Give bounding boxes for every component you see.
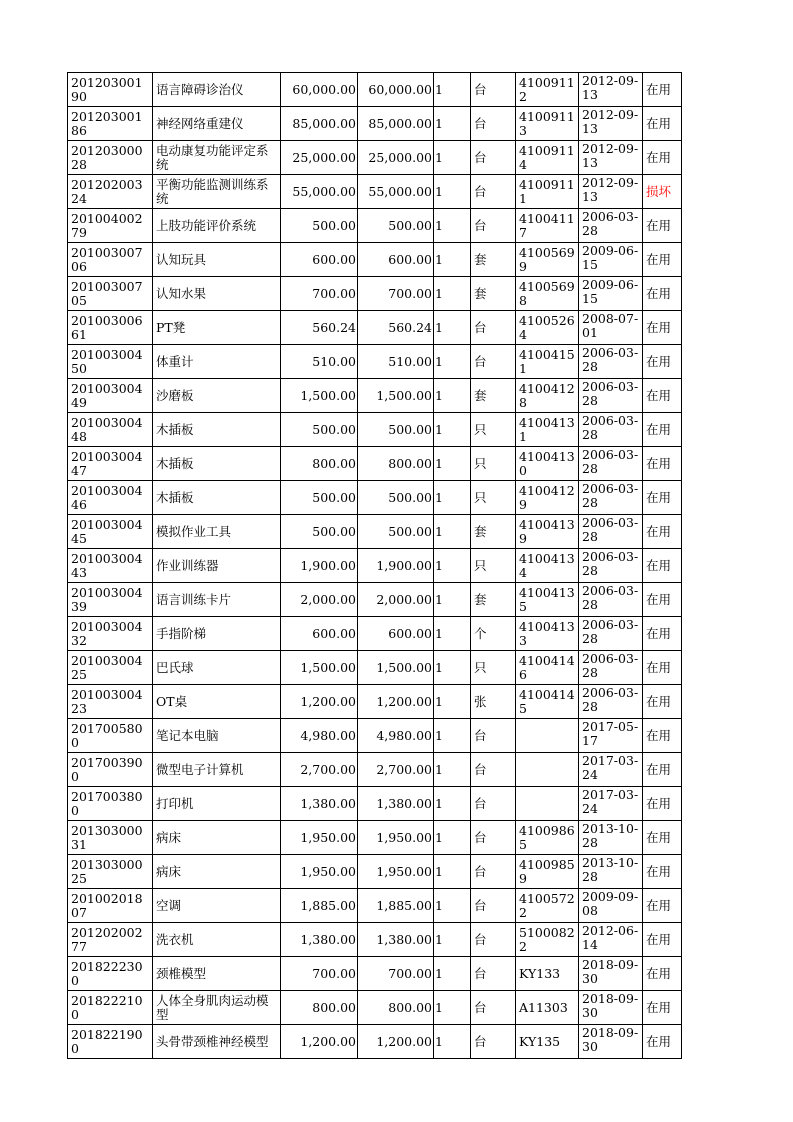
unit-price-cell: 1,900.00 [281,549,358,583]
quantity-cell: 1 [434,889,471,923]
table-row [68,413,682,447]
asset-name-cell: 病床 [153,821,281,855]
table-row [68,141,682,175]
status-cell: 在用 [643,583,682,617]
unit-price-cell: 1,500.00 [281,379,358,413]
purchase-date-cell: 2006-03-28 [579,651,643,685]
status-cell: 在用 [643,141,682,175]
asset-name-cell: 作业训练器 [153,549,281,583]
asset-name-cell: 平衡功能监测训练系统 [153,175,281,209]
asset-id-cell: 20130300031 [68,821,153,855]
asset-name-cell: PT凳 [153,311,281,345]
asset-name-cell: 模拟作业工具 [153,515,281,549]
purchase-date-cell: 2017-03-24 [579,787,643,821]
table-row [68,515,682,549]
quantity-cell: 1 [434,719,471,753]
table-row [68,753,682,787]
unit-cell: 只 [471,447,516,481]
table-row [68,73,682,107]
amount-cell: 2,700.00 [358,753,434,787]
quantity-cell: 1 [434,209,471,243]
amount-cell: 500.00 [358,413,434,447]
amount-cell: 1,380.00 [358,787,434,821]
amount-cell: 1,500.00 [358,379,434,413]
table-row [68,617,682,651]
asset-table [67,72,682,1059]
purchase-date-cell: 2006-03-28 [579,345,643,379]
asset-code-cell: 41005264 [516,311,579,345]
unit-price-cell: 55,000.00 [281,175,358,209]
asset-id-cell: 20120300028 [68,141,153,175]
quantity-cell: 1 [434,481,471,515]
asset-code-cell: 41004139 [516,515,579,549]
asset-code-cell [516,753,579,787]
asset-code-cell: 41005698 [516,277,579,311]
unit-cell: 只 [471,651,516,685]
quantity-cell: 1 [434,787,471,821]
purchase-date-cell: 2018-09-30 [579,991,643,1025]
asset-id-cell: 20100201807 [68,889,153,923]
quantity-cell: 1 [434,821,471,855]
asset-id-cell: 20100300425 [68,651,153,685]
unit-cell: 台 [471,719,516,753]
amount-cell: 800.00 [358,447,434,481]
unit-cell: 台 [471,923,516,957]
unit-price-cell: 800.00 [281,991,358,1025]
purchase-date-cell: 2009-09-08 [579,889,643,923]
status-cell: 在用 [643,617,682,651]
asset-name-cell: 病床 [153,855,281,889]
asset-id-cell: 20100300439 [68,583,153,617]
table-row [68,277,682,311]
quantity-cell: 1 [434,141,471,175]
asset-name-cell: 语言训练卡片 [153,583,281,617]
table-row [68,889,682,923]
asset-name-cell: 木插板 [153,413,281,447]
table-row [68,311,682,345]
asset-name-cell: 体重计 [153,345,281,379]
asset-id-cell: 20100300446 [68,481,153,515]
amount-cell: 4,980.00 [358,719,434,753]
amount-cell: 1,200.00 [358,685,434,719]
unit-price-cell: 700.00 [281,957,358,991]
asset-id-cell: 2017003800 [68,787,153,821]
unit-price-cell: 1,885.00 [281,889,358,923]
unit-cell: 台 [471,73,516,107]
table-row [68,175,682,209]
asset-code-cell: 41004134 [516,549,579,583]
status-cell: 在用 [643,685,682,719]
quantity-cell: 1 [434,923,471,957]
status-cell: 在用 [643,787,682,821]
asset-id-cell: 20100300450 [68,345,153,379]
purchase-date-cell: 2012-09-13 [579,73,643,107]
amount-cell: 600.00 [358,243,434,277]
unit-cell: 台 [471,855,516,889]
amount-cell: 1,900.00 [358,549,434,583]
quantity-cell: 1 [434,243,471,277]
purchase-date-cell: 2012-09-13 [579,107,643,141]
asset-name-cell: 木插板 [153,447,281,481]
asset-code-cell: 41009111 [516,175,579,209]
unit-price-cell: 1,200.00 [281,1025,358,1059]
asset-code-cell: 51000822 [516,923,579,957]
asset-code-cell: 41005699 [516,243,579,277]
unit-price-cell: 560.24 [281,311,358,345]
unit-cell: 只 [471,481,516,515]
quantity-cell: 1 [434,685,471,719]
asset-code-cell: 41004135 [516,583,579,617]
unit-price-cell: 1,500.00 [281,651,358,685]
asset-code-cell: 41009865 [516,821,579,855]
unit-cell: 台 [471,141,516,175]
purchase-date-cell: 2006-03-28 [579,549,643,583]
purchase-date-cell: 2006-03-28 [579,413,643,447]
asset-name-cell: 微型电子计算机 [153,753,281,787]
asset-name-cell: 手指阶梯 [153,617,281,651]
quantity-cell: 1 [434,855,471,889]
purchase-date-cell: 2012-09-13 [579,141,643,175]
quantity-cell: 1 [434,651,471,685]
asset-id-cell: 20100300445 [68,515,153,549]
status-cell: 在用 [643,515,682,549]
unit-cell: 只 [471,549,516,583]
quantity-cell: 1 [434,617,471,651]
asset-code-cell: 41009112 [516,73,579,107]
purchase-date-cell: 2013-10-28 [579,855,643,889]
asset-id-cell: 20120300190 [68,73,153,107]
table-row [68,243,682,277]
asset-name-cell: 颈椎模型 [153,957,281,991]
unit-price-cell: 2,000.00 [281,583,358,617]
unit-cell: 台 [471,345,516,379]
asset-name-cell: 上肢功能评价系统 [153,209,281,243]
asset-code-cell: 41004130 [516,447,579,481]
quantity-cell: 1 [434,413,471,447]
purchase-date-cell: 2006-03-28 [579,685,643,719]
asset-code-cell: 41009113 [516,107,579,141]
purchase-date-cell: 2018-09-30 [579,957,643,991]
status-cell: 损坏 [643,175,682,209]
status-cell: 在用 [643,821,682,855]
purchase-date-cell: 2006-03-28 [579,209,643,243]
status-cell: 在用 [643,379,682,413]
amount-cell: 2,000.00 [358,583,434,617]
unit-price-cell: 2,700.00 [281,753,358,787]
status-cell: 在用 [643,311,682,345]
asset-id-cell: 20120200277 [68,923,153,957]
unit-cell: 套 [471,243,516,277]
asset-id-cell: 2018222300 [68,957,153,991]
asset-name-cell: 认知水果 [153,277,281,311]
purchase-date-cell: 2006-03-28 [579,481,643,515]
table-row [68,583,682,617]
quantity-cell: 1 [434,1025,471,1059]
table-row [68,447,682,481]
unit-price-cell: 500.00 [281,515,358,549]
asset-name-cell: 认知玩具 [153,243,281,277]
asset-id-cell: 20100300432 [68,617,153,651]
purchase-date-cell: 2009-06-15 [579,243,643,277]
table-row [68,685,682,719]
asset-name-cell: 空调 [153,889,281,923]
purchase-date-cell: 2006-03-28 [579,583,643,617]
table-row [68,923,682,957]
table-row [68,787,682,821]
unit-price-cell: 600.00 [281,243,358,277]
asset-name-cell: 木插板 [153,481,281,515]
asset-code-cell: 41004129 [516,481,579,515]
table-row [68,481,682,515]
unit-cell: 台 [471,821,516,855]
amount-cell: 55,000.00 [358,175,434,209]
table-row [68,549,682,583]
table-row [68,719,682,753]
unit-cell: 台 [471,787,516,821]
asset-code-cell: 41004145 [516,685,579,719]
unit-cell: 台 [471,311,516,345]
asset-code-cell: 41009114 [516,141,579,175]
asset-id-cell: 20100300447 [68,447,153,481]
quantity-cell: 1 [434,73,471,107]
purchase-date-cell: 2006-03-28 [579,447,643,481]
unit-price-cell: 25,000.00 [281,141,358,175]
unit-cell: 台 [471,957,516,991]
unit-cell: 套 [471,515,516,549]
quantity-cell: 1 [434,277,471,311]
asset-id-cell: 20100300423 [68,685,153,719]
amount-cell: 700.00 [358,277,434,311]
unit-price-cell: 4,980.00 [281,719,358,753]
asset-id-cell: 2017005800 [68,719,153,753]
unit-price-cell: 800.00 [281,447,358,481]
table-row [68,855,682,889]
table-row [68,957,682,991]
asset-id-cell: 2017003900 [68,753,153,787]
asset-id-cell: 20100300706 [68,243,153,277]
quantity-cell: 1 [434,583,471,617]
asset-name-cell: 打印机 [153,787,281,821]
unit-price-cell: 60,000.00 [281,73,358,107]
quantity-cell: 1 [434,515,471,549]
amount-cell: 85,000.00 [358,107,434,141]
unit-price-cell: 1,950.00 [281,855,358,889]
asset-id-cell: 2018221900 [68,1025,153,1059]
unit-cell: 张 [471,685,516,719]
status-cell: 在用 [643,889,682,923]
amount-cell: 500.00 [358,481,434,515]
status-cell: 在用 [643,277,682,311]
unit-cell: 套 [471,379,516,413]
asset-name-cell: 神经网络重建仪 [153,107,281,141]
asset-code-cell: 41004117 [516,209,579,243]
purchase-date-cell: 2018-09-30 [579,1025,643,1059]
amount-cell: 25,000.00 [358,141,434,175]
unit-cell: 台 [471,175,516,209]
asset-name-cell: 头骨带颈椎神经模型 [153,1025,281,1059]
amount-cell: 600.00 [358,617,434,651]
purchase-date-cell: 2006-03-28 [579,515,643,549]
unit-price-cell: 1,380.00 [281,787,358,821]
purchase-date-cell: 2006-03-28 [579,379,643,413]
table-row [68,379,682,413]
unit-price-cell: 700.00 [281,277,358,311]
status-cell: 在用 [643,991,682,1025]
asset-code-cell: 41005722 [516,889,579,923]
table-row [68,107,682,141]
unit-price-cell: 500.00 [281,413,358,447]
table-row [68,651,682,685]
asset-id-cell: 20120300186 [68,107,153,141]
amount-cell: 510.00 [358,345,434,379]
status-cell: 在用 [643,651,682,685]
unit-price-cell: 1,380.00 [281,923,358,957]
status-cell: 在用 [643,719,682,753]
quantity-cell: 1 [434,379,471,413]
asset-name-cell: 语言障碍诊治仪 [153,73,281,107]
asset-code-cell: 41004133 [516,617,579,651]
table-row [68,991,682,1025]
asset-code-cell [516,787,579,821]
unit-price-cell: 600.00 [281,617,358,651]
status-cell: 在用 [643,753,682,787]
asset-code-cell [516,719,579,753]
quantity-cell: 1 [434,549,471,583]
asset-code-cell: A11303 [516,991,579,1025]
asset-id-cell: 20100300449 [68,379,153,413]
status-cell: 在用 [643,481,682,515]
unit-cell: 只 [471,413,516,447]
quantity-cell: 1 [434,311,471,345]
unit-price-cell: 85,000.00 [281,107,358,141]
unit-price-cell: 500.00 [281,481,358,515]
asset-code-cell: 41009859 [516,855,579,889]
amount-cell: 60,000.00 [358,73,434,107]
asset-id-cell: 20100300705 [68,277,153,311]
unit-cell: 个 [471,617,516,651]
status-cell: 在用 [643,957,682,991]
unit-cell: 套 [471,277,516,311]
unit-cell: 台 [471,1025,516,1059]
status-cell: 在用 [643,107,682,141]
status-cell: 在用 [643,549,682,583]
unit-price-cell: 500.00 [281,209,358,243]
amount-cell: 1,950.00 [358,855,434,889]
unit-cell: 台 [471,209,516,243]
status-cell: 在用 [643,923,682,957]
table-row [68,209,682,243]
quantity-cell: 1 [434,107,471,141]
asset-code-cell: 41004151 [516,345,579,379]
asset-code-cell: KY133 [516,957,579,991]
status-cell: 在用 [643,345,682,379]
unit-price-cell: 510.00 [281,345,358,379]
status-cell: 在用 [643,855,682,889]
asset-code-cell: 41004146 [516,651,579,685]
asset-name-cell: 沙磨板 [153,379,281,413]
asset-name-cell: 笔记本电脑 [153,719,281,753]
quantity-cell: 1 [434,345,471,379]
asset-code-cell: 41004131 [516,413,579,447]
unit-cell: 台 [471,889,516,923]
amount-cell: 1,950.00 [358,821,434,855]
amount-cell: 1,885.00 [358,889,434,923]
asset-name-cell: 电动康复功能评定系统 [153,141,281,175]
purchase-date-cell: 2006-03-28 [579,617,643,651]
purchase-date-cell: 2017-03-24 [579,753,643,787]
status-cell: 在用 [643,447,682,481]
asset-code-cell: KY135 [516,1025,579,1059]
purchase-date-cell: 2008-07-01 [579,311,643,345]
asset-id-cell: 20100300448 [68,413,153,447]
amount-cell: 500.00 [358,515,434,549]
quantity-cell: 1 [434,175,471,209]
quantity-cell: 1 [434,753,471,787]
asset-name-cell: OT桌 [153,685,281,719]
table-row [68,345,682,379]
amount-cell: 1,200.00 [358,1025,434,1059]
asset-name-cell: 洗衣机 [153,923,281,957]
purchase-date-cell: 2017-05-17 [579,719,643,753]
unit-cell: 套 [471,583,516,617]
asset-id-cell: 20100300661 [68,311,153,345]
status-cell: 在用 [643,1025,682,1059]
quantity-cell: 1 [434,991,471,1025]
status-cell: 在用 [643,413,682,447]
asset-name-cell: 巴氏球 [153,651,281,685]
purchase-date-cell: 2013-10-28 [579,821,643,855]
unit-cell: 台 [471,991,516,1025]
asset-id-cell: 20100300443 [68,549,153,583]
table-row [68,1025,682,1059]
table-row [68,821,682,855]
purchase-date-cell: 2009-06-15 [579,277,643,311]
asset-code-cell: 41004128 [516,379,579,413]
unit-price-cell: 1,200.00 [281,685,358,719]
asset-id-cell: 20100400279 [68,209,153,243]
amount-cell: 700.00 [358,957,434,991]
unit-cell: 台 [471,107,516,141]
asset-id-cell: 20130300025 [68,855,153,889]
amount-cell: 1,380.00 [358,923,434,957]
amount-cell: 1,500.00 [358,651,434,685]
unit-price-cell: 1,950.00 [281,821,358,855]
quantity-cell: 1 [434,957,471,991]
asset-name-cell: 人体全身肌肉运动模型 [153,991,281,1025]
quantity-cell: 1 [434,447,471,481]
asset-id-cell: 2018222100 [68,991,153,1025]
status-cell: 在用 [643,73,682,107]
amount-cell: 500.00 [358,209,434,243]
purchase-date-cell: 2012-09-13 [579,175,643,209]
status-cell: 在用 [643,209,682,243]
unit-cell: 台 [471,753,516,787]
amount-cell: 800.00 [358,991,434,1025]
amount-cell: 560.24 [358,311,434,345]
status-cell: 在用 [643,243,682,277]
asset-id-cell: 20120200324 [68,175,153,209]
purchase-date-cell: 2012-06-14 [579,923,643,957]
